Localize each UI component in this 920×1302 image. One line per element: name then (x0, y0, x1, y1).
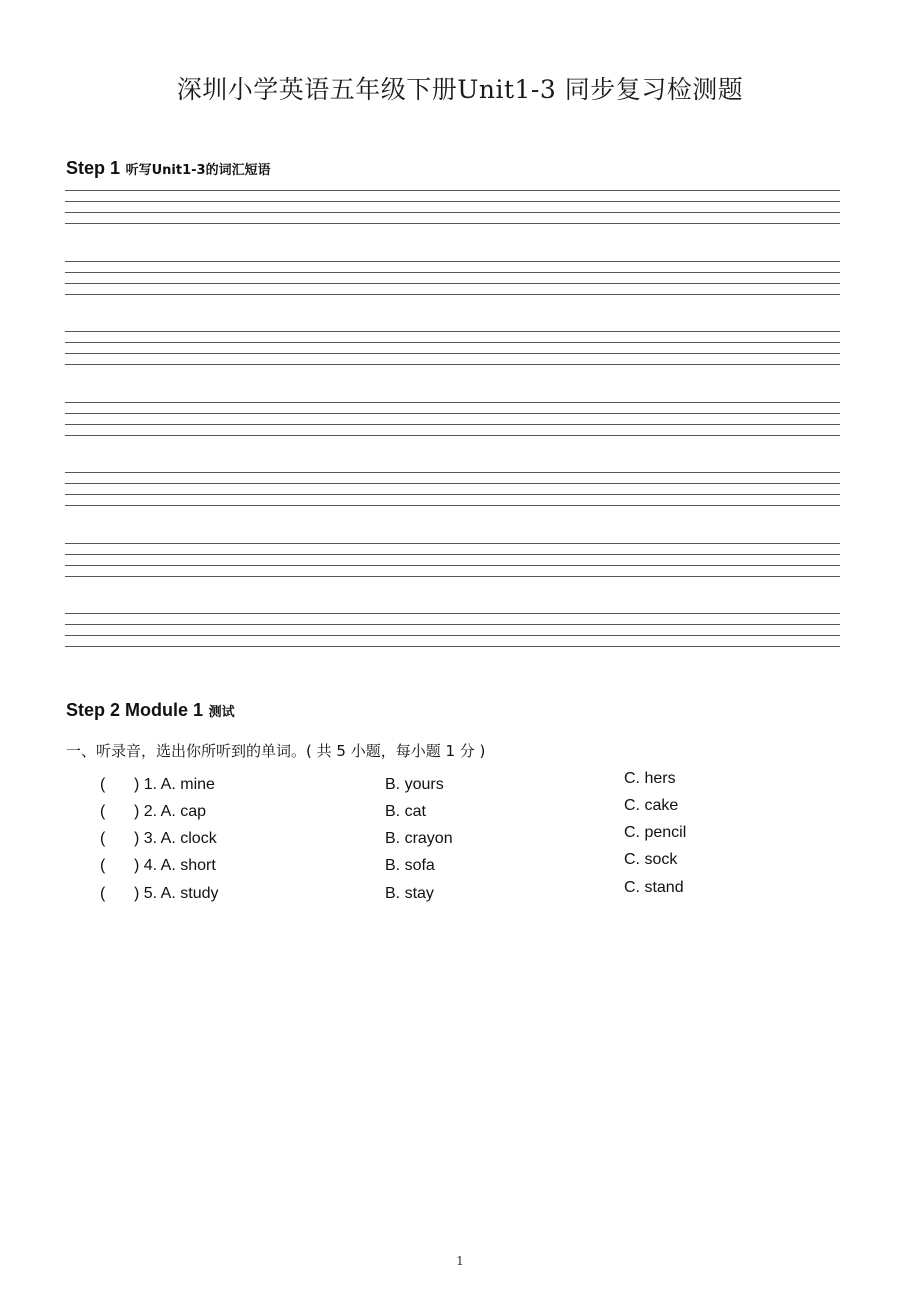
option-c: C. cake (624, 797, 679, 814)
step1-heading (66, 158, 271, 179)
question-row (0, 879, 920, 907)
option-b: B. sofa (385, 857, 435, 874)
answer-paren[interactable]: ( (100, 803, 106, 820)
step1-label: Step 1 (66, 158, 121, 178)
answer-paren[interactable]: ( (100, 885, 106, 902)
option-c: C. stand (624, 879, 684, 896)
question-row (0, 797, 920, 825)
option-a: ) 3. A. clock (134, 830, 217, 847)
answer-paren[interactable]: ( (100, 776, 106, 793)
option-c: C. sock (624, 851, 678, 868)
step2-label: Step 2 Module 1 (66, 700, 204, 720)
option-b: B. stay (385, 885, 434, 902)
option-a: ) 1. A. mine (134, 776, 215, 793)
step2-heading (66, 700, 235, 721)
question-row (0, 770, 920, 798)
answer-paren[interactable]: ( (100, 830, 106, 847)
option-b: B. yours (385, 776, 444, 793)
section1-instruction: 一、听录音，选出你所听到的单词。( 共 5 小题，每小题 1 分 ) (66, 742, 486, 760)
step1-text: 听写Unit1-3的词汇短语 (125, 163, 271, 178)
question-row (0, 851, 920, 879)
page-number: 1 (456, 1254, 464, 1268)
page-title: 深圳小学英语五年级下册Unit1-3 同步复习检测题 (176, 75, 744, 104)
option-c: C. pencil (624, 824, 687, 841)
option-b: B. cat (385, 803, 426, 820)
option-a: ) 4. A. short (134, 857, 216, 874)
option-a: ) 2. A. cap (134, 803, 207, 820)
question-row (0, 824, 920, 852)
option-b: B. crayon (385, 830, 453, 847)
option-a: ) 5. A. study (134, 885, 219, 902)
step2-text: 测试 (208, 705, 235, 720)
option-c: C. hers (624, 770, 676, 787)
answer-paren[interactable]: ( (100, 857, 106, 874)
